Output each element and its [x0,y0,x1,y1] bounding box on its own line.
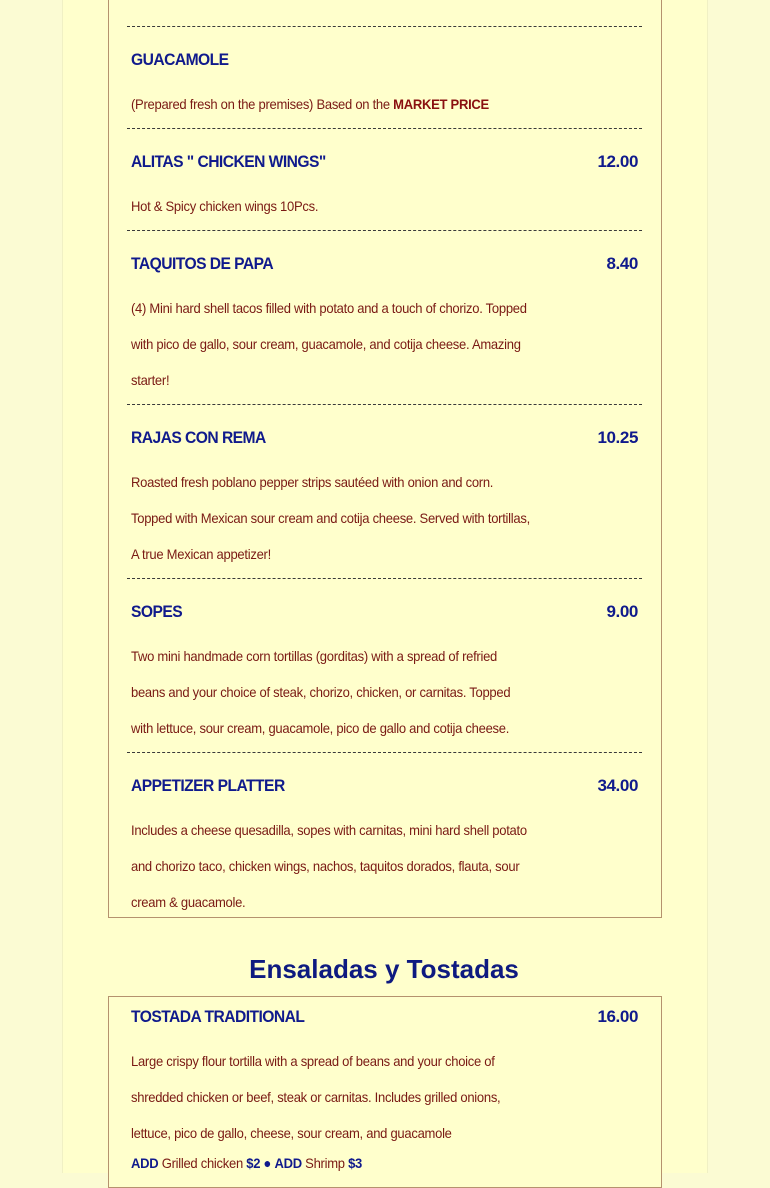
item-price: 34.00 [597,776,638,795]
divider [127,230,642,231]
bullet-separator: ● [260,1155,275,1171]
item-description [131,812,531,918]
addon-price: $3 [348,1155,363,1171]
market-price-label: MARKET PRICE [393,96,489,112]
description-line: (4) Mini hard shell tacos filled with potato and a touch of chorizo. Topped [131,300,527,316]
description-text: (Prepared fresh on the premises) Based on the [131,96,394,112]
addon-item: Shrimp [301,1155,349,1171]
item-description [131,290,531,398]
add-ons-line [131,1155,362,1171]
description-line: with pico de gallo, sour cream, guacamole, and cotija cheese. Amazing [131,336,521,352]
item-price: 8.40 [606,254,638,273]
divider [127,404,642,405]
description-line: Two mini handmade corn tortillas (gorditas) with a spread of refried [131,648,498,664]
description-line: beans and your choice of steak, chorizo, chicken, or carnitas. Topped [131,684,511,700]
addon-price: $2 [246,1155,261,1171]
description-line: A true Mexican appetizer! [131,546,271,562]
item-name: TOSTADA TRADITIONAL [131,1007,305,1026]
divider [127,26,642,27]
item-description [131,1043,531,1151]
item-name: GUACAMOLE [131,50,229,69]
item-price: 12.00 [597,152,638,171]
description-line: lettuce, pico de gallo, cheese, sour cream, and guacamole [131,1125,452,1141]
description-line: starter! [131,372,170,388]
description-line: Hot & Spicy chicken wings 10Pcs. [131,198,319,214]
description-line: Topped with Mexican sour cream and cotija cheese. Served with tortillas, [131,510,530,526]
item-name: SOPES [131,602,183,621]
item-name: RAJAS CON REMA [131,428,266,447]
item-price: 10.25 [597,428,638,447]
description-line: with lettuce, sour cream, guacamole, pico de gallo and cotija cheese. [131,720,510,736]
add-label: ADD [274,1155,302,1171]
item-description [131,638,531,746]
section-title-ensaladas: Ensaladas y Tostadas [249,954,519,984]
divider [127,128,642,129]
addon-item: Grilled chicken [158,1155,247,1171]
item-description [131,464,531,572]
add-label: ADD [131,1155,159,1171]
description-line: Includes a cheese quesadilla, sopes with carnitas, mini hard shell potato [131,822,527,838]
item-name: ALITAS " CHICKEN WINGS" [131,152,326,171]
description-line: cream & guacamole. [131,894,246,910]
item-description [131,86,596,122]
description-line: and chorizo taco, chicken wings, nachos, taquitos dorados, flauta, sour [131,858,520,874]
divider [127,578,642,579]
divider [127,752,642,753]
item-description [131,188,531,224]
ensaladas-menu-box [108,996,662,1188]
item-price: 16.00 [597,1007,638,1026]
item-name: APPETIZER PLATTER [131,776,285,795]
description-line: Roasted fresh poblano pepper strips sautéed with onion and corn. [131,474,494,490]
description-line: Large crispy flour tortilla with a spread of beans and your choice of [131,1053,495,1069]
item-price: 9.00 [606,602,638,621]
item-name: TAQUITOS DE PAPA [131,254,274,273]
appetizers-menu-box [108,0,662,918]
description-line: shredded chicken or beef, steak or carnitas. Includes grilled onions, [131,1089,501,1105]
